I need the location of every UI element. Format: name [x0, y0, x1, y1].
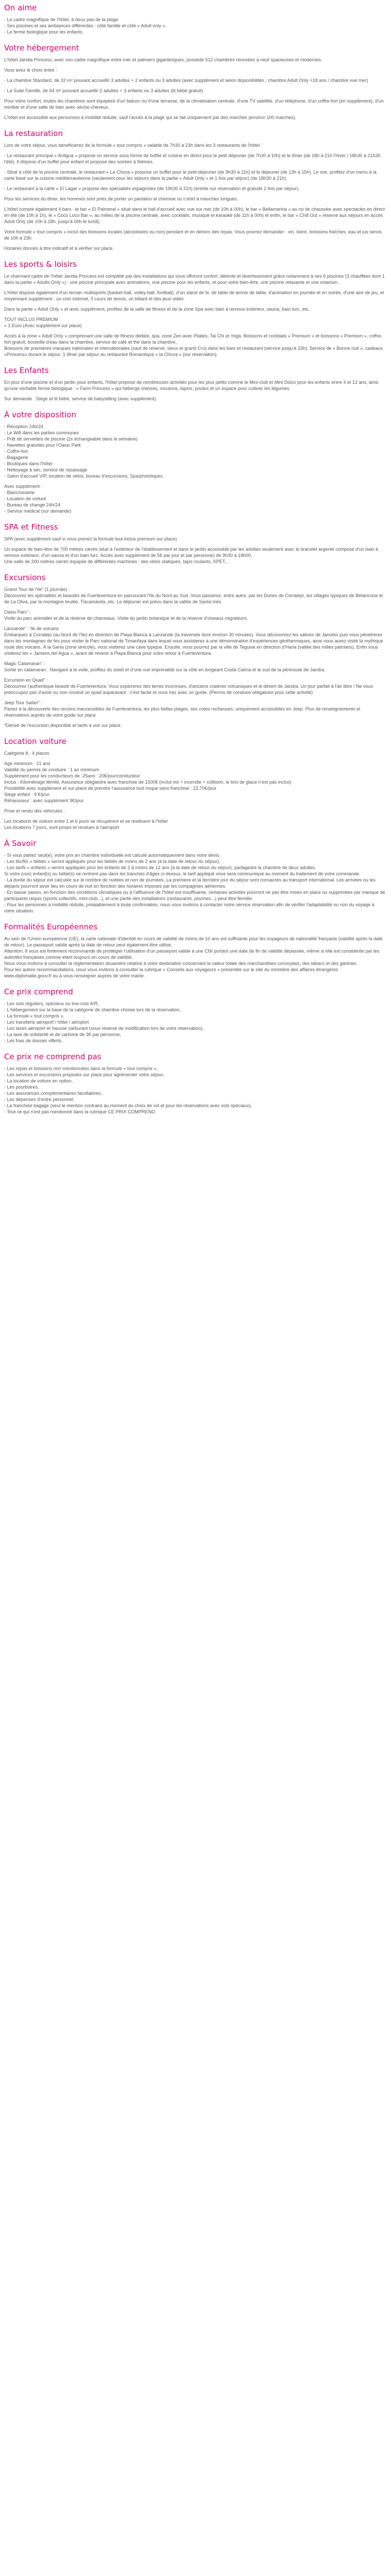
section-heading: Votre hébergement	[4, 43, 79, 53]
section-paragraph: SPA (avec supplément sauf si vous prenez la formule tout inclus premium sur place)	[4, 536, 177, 541]
section-paragraph: - Réception 24h/24 - Le Wifi dans les parties communes - Prêt de serviettes de piscine (2x échangeable dans la semaine) - Navettes gratuites pour l'Oasis Park - Coffre-fort - Bagagerie - Boutiques dans l'hôtel - Nettoyage à sec, service de repassage - Salon d'accueil VIP, location de vélos, bureau d'excursions, Spa/phototopes.	[4, 424, 164, 479]
section-paragraph: - La chambre Standard, de 32 m² pouvant accueillir 3 adultes + 2 enfants ou 3 adultes (avec supplément et selon disponibilités ; chambre Adult Only +18 ans / chambre vue mer)	[4, 78, 368, 83]
section-paragraph: L'hôtel Jandia Princess, avec son cadre magnifique entre mer et palmiers gigantesques, possède 512 chambres rénovées à neuf spacieuses et modernes.	[4, 57, 322, 62]
section-paragraph: En plus d'une piscine et d'un jardin pour enfants, l'hôtel propose de nombreuses activités pour les plus petits comme le Mini-club et Mini Disco pour les enfants entre 4 et 12 ans, ainsi qu'une véritable ferme biologique : « Farm Princess » qui héberge chèvres, moutons, lapins, poules et un espace pour cultiver les légumes.	[4, 380, 379, 391]
section-paragraph: Avec supplément : - Blanchisserie - Location de voiture - Bureau de change 24h/24 - Service médical (sur demande)	[4, 484, 72, 514]
section-on-aime	[4, 3, 386, 35]
section-paragraph: Excursion en Quad" : Découvrez l'authentique beauté de Fuerteventura. Vous explorerez des terres inconnues, d'anciens cratères volcaniques et le désert de Jandía. Un jour parfait à l'air libre ! Ne vous préoccupez pas d'avoir ou non conduit un quad auparavant : c'est facile et vous irez avec un guide. (Permis de conduire obligatoire pour cette activité)	[4, 677, 373, 695]
section-paragraph: Accès à la zone « Adult Only » comprenant une salle de fitness dédiée, spa, zone Zen avec Pilates, Tai Chi et Yoga. Boissons et cocktails « Premium » et boissons « Premium », coffre-fort gratuit, bouteille d'eau dans la chambre, service de café et thé dans la chambre, Boissons de premières marques nationales et internationales (sauf de réserve, vieux et grand Cru) dans les bars et restaurant (service jusqu'à 23h). Service de « Bonne nuit », cadeaux «Princess» durant le séjour, 1 dîner par séjour au restaurant Romantique « la Choza » (sur réservation).	[4, 333, 383, 357]
section-ce-prix-ne-comprend-pas	[4, 1052, 386, 1115]
section-paragraph: Pour les services du dîner, les hommes sont priés de porter un pantalon et chemise ou t-shirt à manches longues.	[4, 196, 238, 201]
section-paragraph: Magic Catamaran" : Sortie en catamaran : Navigant à la voile, profitez du soleil et d'une vue imprenable sur la côte en longeant Costa Calma et le sud de la péninsule de Jandía.	[4, 661, 325, 672]
section-paragraph: - Les repas et boissons non mentionnées dans la formule « tout compris », - Les services et excursions proposés sur place pour agrémenter votre séjour, - La location de voiture en option, - Les pourboires, - Les assurances complémentaires facultatives, - Les dépenses d'ordre personnel, - La franchise bagage (seul le mention contraire au moment du choix de vol et pour les réservations avec vols spéciaux), - Tout ce qui n'est pas mentionné dans la rubrique CE PRIX COMPREND.	[4, 1066, 252, 1114]
section-paragraph: - Le restaurant principal « Antigua » propose un service sous forme de buffet et cuisine en direct pour le petit déjeuner (de 7h30 à 10h) et le dîner (de 18h à 21h l'hiver / 18h30 à 21h30 l'été). Il dispose d'un buffet pour enfant et propose des soirées à thèmes.	[4, 153, 381, 164]
section-a-savoir	[4, 839, 386, 914]
section-paragraph: Jeep Tour Safari" : Partez à la découverte des recoins inaccessibles de Fuerteventura, les plus belles plages, ses cotes rocheuses, uniquement accessibles en Jeep. Plus de renseignements et réservations auprès de votre guide sur place	[4, 700, 361, 718]
section-paragraph: Catégorie A : 4 places	[4, 751, 50, 756]
section-heading: Excursions	[4, 573, 46, 582]
section-paragraph: Le charmant cadre de l'hôtel Jandia Princess est complété par des installations qui vous offriront confort, détente et divertissement grâce notamment à ses 6 piscines (3 chauffées dont 1 dans la partie « Adults Only ») : une piscine principale avec animations, une piscine pour les enfants, et pour votre bien-être, une piscine relaxante et une solarium.	[4, 274, 385, 285]
section-heading: À votre disposition	[4, 410, 76, 419]
section-heading: On aime	[4, 3, 37, 12]
section-paragraph: Horaires donnés à titre indicatif et à vérifier sur place.	[4, 246, 114, 251]
section-formalites-europeennes	[4, 922, 386, 979]
section-paragraph: Sur demande : Siège et lit bébé, service de babysitting (avec supplément).	[4, 396, 157, 401]
section-ce-prix-comprend	[4, 987, 386, 1044]
section-paragraph: Au sein de l'Union européenne (UE), la carte nationale d'identité en cours de validité de moins de 10 ans est suffisante pour les voyageurs de nationalité française (validité après la date de retour). Le passeport valide après la date de retour peut également être utilisé. Attention: Il vous est fortement recommandé de privilégier l'utilisation d'un passeport valide à une CNI portant une date de fin de validité dépassée, même si elle est considérée par les autorités françaises comme étant toujours en cours de validité. Nous vous invitons à consulter la réglementation douanière relative à votre destination concernant la valeur totale des marchandises convoyées, des tabacs et des garlines. Pour les autres recommandations, nous vous invitons à consulter la rubrique « Conseils aux voyageurs » présentée sur le site du ministère des affaires étrangères www.diplomatie.gouv.fr ou à vous renseigner auprès de votre mairie.	[4, 936, 383, 978]
section-heading: Les Enfants	[4, 366, 49, 375]
section-a-votre-disposition	[4, 410, 386, 514]
section-paragraph: Prise et rendu des véhicules :	[4, 808, 66, 814]
section-spa-et-fitness	[4, 522, 386, 565]
section-heading: Ce prix ne comprend pas	[4, 1052, 102, 1061]
section-paragraph: Lors de votre séjour, vous bénéficierez de la formule « tout compris » valable de 7h30 à 23h dans les 3 restaurants de l'hôtel :	[4, 143, 263, 148]
section-heading: La restauration	[4, 129, 63, 138]
section-paragraph: Grand Tour de l'île" (1 journée) : Découvrez les spécialités et beautés de Fuerteventura en parcourant l'île du Nord au Sud. Vous passerez, entre autre, par les Dunes de Corralejo, les villages typiques de Betancuria et de La Oliva, par la montagne brulée, Tiscamanita, etc. Le déjeuner est prévu dans la vallée de Santa Inés.	[4, 587, 383, 604]
section-paragraph: L'hôtel dispose également d'un terrain multisports (basket-ball, volley-ball, football), d'un stand de tir, de table de tennis de table, d'animation en journée et en soirée, d'une aire de jeu, et moyennant supplément : un coin internet, 3 cours de tennis, un billard et des jeux vidéo.	[4, 290, 384, 301]
section-heading: À Savoir	[4, 839, 37, 848]
section-heading: Ce prix comprend	[4, 987, 73, 996]
section-paragraph: Vous avez le choix entre :	[4, 67, 57, 73]
document-page	[0, 0, 391, 1115]
section-excursions	[4, 573, 386, 728]
section-paragraph: - La Suite Famille, de 64 m² pouvant accueillir 2 adultes + 3 enfants ou 3 adultes (lit bébé gratuit)	[4, 88, 203, 93]
section-paragraph: Votre formule « tout compris » inclut des boissons locales (alcoolisées ou non) pendant et en dehors des repas. Vous pourrez demander : vin, bière, boissons fraîches, eau et jus servis de 10h à 23h.	[4, 229, 382, 241]
section-paragraph: Un espace de bien-être de 700 mètres carrés situé à l'extérieur de l'établissement et dans le jardin accessible par les adultes seulement avec le bracelet argenté composé d'un bain à remous extérieur, d'un sauna et d'un bain turc. Accès avec supplément de 5€ par jour et par personne) de 9h30 à 18h00. Une salle de 200 mètres carrés équipée de différentes machines : des vélos statiques, tapis roulants, SPET...	[4, 547, 379, 564]
section-paragraph: Lanzarote" : île de volcans Embarquez à Corralejo (au Nord de l'île) en direction de Playa Blanca à Lanzarote (la traversée dure environ 30 minutes). Vous découvrirez les salines de Janubio puis vous pénétrerez dans les montagnes de feu pour visiter le Parc national de Timanfaya dans lequel vous assisterez à une démonstration d'expériences géothermiques, ainsi vous aurez visité la mythique route des volcans. À la Geria (zone vinicole), vous visiterez une cave typique. Ensuite, vous pourrez par la ville de Teguise en direction d'Haria (vallée des milles palmiers). Enfin vous visiterez les « Jameos del Agua », avant de revenir à Playa Blanca pour votre retour à Fuerteventura.	[4, 626, 383, 656]
section-la-restauration	[4, 129, 386, 251]
section-heading: Les sports & loisirs	[4, 260, 77, 269]
section-paragraph: Les locations de voiture entre 1 et 6 jours se récupèrent et se restituent à l'hôtel Les locations 7 jours, sont prises et rendues à l'aéroport	[4, 819, 168, 830]
section-heading: Location voiture	[4, 737, 67, 746]
section-paragraph: - Si vous partez seul(e), votre prix en chambre individuelle est calculé automatiquement dans votre devis. - Les lits/fils « bébés » seront appliqués pour les bébés de moins de 2 ans (à la date de retour du séjour). - Les tarifs « enfants » seront appliqués pour les enfants de 2 à moins de 12 ans (à la date de retour du séjour), partageant la chambre de deux adultes. Si votre (vos) enfant(s) ou bébé(s) ne rentrent pas dans les tranches d'âges ci-dessus, le tarif appliqué vous sera communiqué au moment du traitement de votre commande. - La durée du séjour est calculée sur le nombre de nuitées et non de journées. La premiere et la dernière jour du séjour sont consacrés au transport international. Les arrivées ou les départs pourront avoir lieu en cours de nuit en fonction des horaires imposés par les compagnies aériennes. - En basse saison, en fonction des conditions climatiques ou à l'affluence de l'hôtel est insuffisante, certaines activités pourront ne pas être mises en place ou supprimées par manque de participants requis (sports collectifs, mini-club...), et une partie des installations (restaurants, piscines...) peut être fermée. - Pour les personnes à mobilité réduite, préalablement à toute confirmation, nous vous invitons à contacter notre service réservation afin de vérifier l'adaptabilité ou non du voyage à votre situation.	[4, 853, 385, 913]
section-les-enfants	[4, 366, 386, 402]
section-paragraph: - Le cadre magnifique de l'hôtel, à deux pas de la plage. - Ses piscines et ses ambiances différentes : côté famille et côté « Adult only ». - Le ferme biologique pour les enfants.	[4, 17, 167, 35]
section-les-sports-loisirs	[4, 260, 386, 358]
section-paragraph: - Situé à côté de la piscine centrale, le restaurant « La Choza » propose un buffet pour le petit-déjeuner (de 9h30 à 11h) et le déjeuner (de 13h à 15h). Le soir, profitez d'un menu à la carte basé sur la cuisine méditerranéenne (seulement pour les séjours dans la partie « Adult Only » et 1 fois par séjour) (de 18h30 à 21h).	[4, 170, 377, 181]
section-location-voiture	[4, 737, 386, 831]
section-paragraph: Oasis Parc" : Visite du parc animalier et de la réserve de chameaux. Visite du jardin botanique et de la réserve d'oiseaux migrateurs.	[4, 609, 248, 621]
section-votre-hebergement	[4, 43, 386, 121]
section-paragraph: - Le restaurant à la carte « El Lagar » propose des spécialités espagnoles (de 19h30 à 21h) (entrée sur réservation et gratuité 1 fois par séjour).	[4, 186, 300, 191]
section-heading: Formalités Européennes	[4, 922, 98, 931]
section-paragraph: Dans la partie « Adult Only » et avec supplément, profitez de la salle de fitness et de la zone Spa avec bain à remous extérieur, sauna, bain turc, etc.	[4, 307, 310, 312]
section-heading: SPA et Fitness	[4, 522, 58, 532]
section-paragraph: Age minimum : 21 ans Validité du permis de conduire : 1 an minimum Supplément pour les conducteurs de -25ans : 20€/jour/conducteur Inclus : Kilométrage illimité, Assurance obligatoire avec franchise de 1500€ (inclut vol + incendie + collision, le bris de glace n'est pas inclus) Possibilité avec supplément et sur place de prendre l'assurance tout risque sans franchise : 22,70€/jour Siège enfant : 9 €/jour Réhausseur : avec supplément 3€/jour	[4, 761, 292, 803]
section-paragraph: *Dérivé de l'excursion disponible et tarifs à voir sur place.	[4, 723, 122, 728]
section-paragraph: TOUT INCLUS PREMIUM « 1 Euro (Avec supplément sur place)	[4, 317, 82, 328]
section-paragraph: Pour votre confort, toutes les chambres sont équipées d'un balcon ou d'une terrasse, de la climatisation centrale, d'une TV satellite, d'un téléphone, d'un coffre-fort (en supplément), d'un minibar et d'une salle de bain avec sèche-cheveux.	[4, 98, 384, 110]
section-paragraph: - Les vols réguliers, spécieux ou low-cost A/R, - L'hébergement sur la base de la catégorie de chambre choisie lors de la réservation, - La formule « tout compris », - Les transferts aéroport / hôtel / aéroport - Les taxes aéroport et hausse carburant (sous réserve de modification lors de votre réservation), - La taxe de solidarité et de carbone de 3€ par personne, - Les frais de dossier offerts.	[4, 1001, 204, 1043]
section-paragraph: L'hôtel est accessible aux personnes à mobilité réduite, sauf l'accès à la plage qui se fait uniquement par des marches (environ 100 marches).	[4, 115, 297, 120]
section-paragraph: L'hôtel compte également 4 bars : le bar « El Palmeral » situé dans le hall d'accueil avec vue sur mer (de 10h à 00h), le bar « Bellamarina » au roi de chaussée avec spectacles en direct en été (de 10h à 1h), le « Coco Loco Bar », au milieu de la piscine centrale, avec cocktails, musique et karaoké (de 11h à 00h) et enfin, le bar « Chill Out » réservé aux séjours en accès Adult Only (de 10h à 18h, jusqu'à 00h le lundi).	[4, 207, 385, 224]
